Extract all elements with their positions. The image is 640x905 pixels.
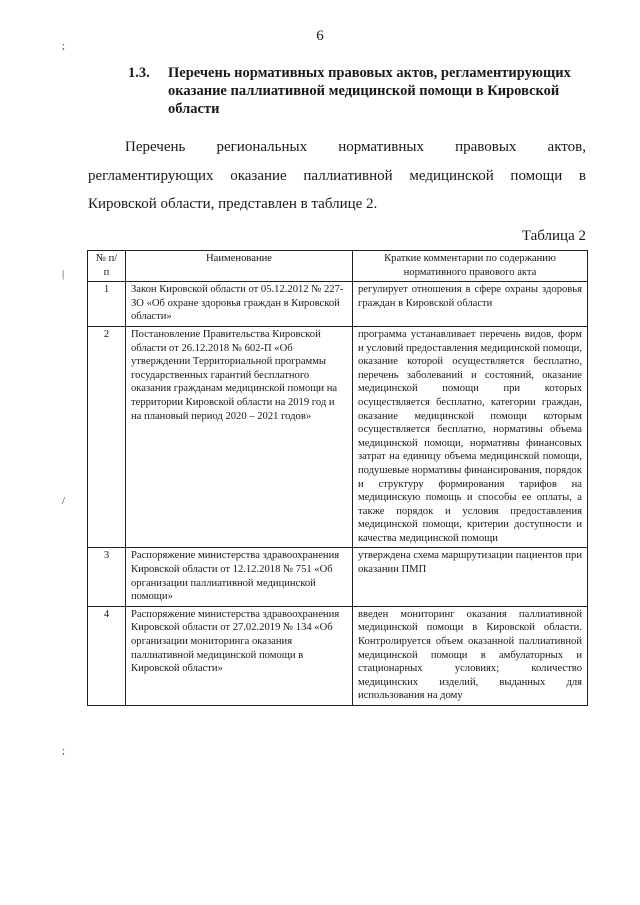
- row-comment: регулирует отношения в сфере охраны здоровья граждан в Кировской области: [353, 282, 588, 327]
- intro-paragraph: Перечень региональных нормативных правовых актов, регламентирующих оказание паллиативной медицинской помощи в Кировской области, представлен в таблице 2.: [88, 139, 586, 212]
- table-row: [88, 282, 588, 327]
- row-num: 2: [88, 326, 126, 548]
- header-name: Наименование: [126, 251, 353, 282]
- table-row: [88, 548, 588, 606]
- page-number: 6: [316, 28, 324, 44]
- table-row: [88, 326, 588, 548]
- row-name: Постановление Правительства Кировской области от 26.12.2018 № 602-П «Об утверждении Территориальной программы государственных гарантий бесплатного оказания гражданам медицинской помощи на территории Кировской области на 2019 год и на плановый период 2020 – 2021 годов»: [126, 326, 353, 548]
- table-header-row: [88, 251, 588, 282]
- scan-mark: /: [62, 495, 66, 507]
- row-comment: программа устанавливает перечень видов, форм и условий предоставления медицинской помощи, оказание которой осуществляется бесплатно, перечень заболеваний и состояний, оказание медицинской помощи при которых осуществляется бесплатно, категории граждан, оказание медицинской помощи которым осуществляется бесплатно, нормативы объема медицинской помощи, нормативы финансовых затрат на единицу объема медицинской помощи, подушевые нормативы финансирования, порядок и структуру формирования тарифов на медицинскую помощь и способы ее оплаты, а также порядок и условия предоставления медицинской помощи, критерии доступности и качества медицинской помощи: [353, 326, 588, 548]
- section-number: 1.3.: [128, 65, 150, 81]
- table-row: [88, 606, 588, 705]
- row-num: 1: [88, 282, 126, 327]
- row-num: 3: [88, 548, 126, 606]
- row-name: Распоряжение министерства здравоохранения Кировской области от 12.12.2018 № 751 «Об организации паллиативной медицинской помощи»: [126, 548, 353, 606]
- scan-mark: ;: [62, 40, 66, 52]
- regulations-table: [87, 250, 588, 706]
- row-num: 4: [88, 606, 126, 705]
- scan-mark: ;: [62, 745, 66, 757]
- section-heading: [128, 64, 598, 118]
- row-name: Закон Кировской области от 05.12.2012 № 227-ЗО «Об охране здоровья граждан в Кировской области»: [126, 282, 353, 327]
- scan-mark: |: [62, 268, 65, 280]
- table-caption: Таблица 2: [521, 228, 586, 244]
- header-comment: Краткие комментарии по содержанию нормативного правового акта: [353, 251, 588, 282]
- row-comment: утверждена схема маршрутизации пациентов при оказании ПМП: [353, 548, 588, 606]
- header-num: № п/п: [88, 251, 126, 282]
- row-name: Распоряжение министерства здравоохранения Кировской области от 27.02.2019 № 134 «Об организации мониторинга оказания паллиативной медицинской помощи в Кировской области»: [126, 606, 353, 705]
- row-comment: введен мониторинг оказания паллиативной медицинской помощи в Кировской области. Контролируется объем оказанной паллиативной медицинской помощи в амбулаторных и стационарных условиях; количество медицинских изделий, выданных для использования на дому: [353, 606, 588, 705]
- section-title: Перечень нормативных правовых актов, регламентирующих оказание паллиативной медицинской помощи в Кировской области: [168, 65, 571, 117]
